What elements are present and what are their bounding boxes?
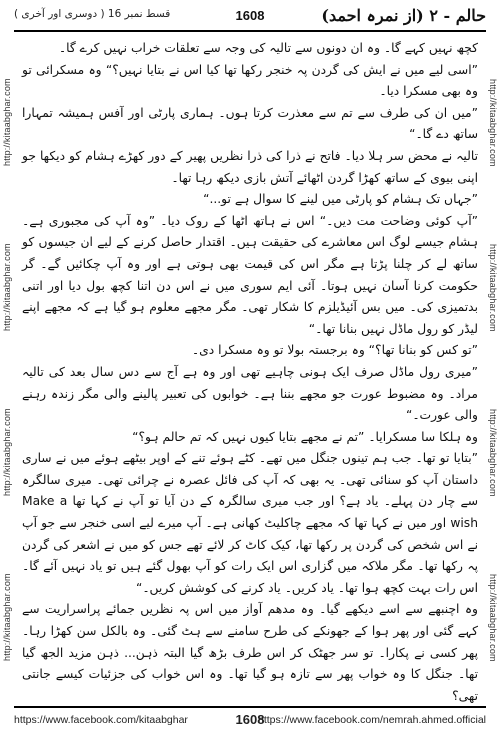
- page-number-top: 1608: [235, 8, 265, 23]
- episode-label: قسط نمبر 16 ( دوسری اور آخری ): [14, 8, 171, 20]
- paragraph: ”تو کس کو بنانا تھا؟“ وہ برجستہ بولا تو وہ مسکرا دی۔: [191, 343, 478, 358]
- side-url: http://kitaabghar.com: [2, 243, 12, 332]
- paragraph: وہ اچنبھے سے اسے دیکھے گیا۔ وہ مدھم آواز میں اس پہ نظریں جمائے پراسراریت سے کہے گئی اور پھر ہوا کے جھونکے کی طرح سامنے سے ہٹ گئی۔ وہ بالکل سن کھڑا رہا۔ پھر کسی نے پکارا۔ تو سر جھٹک کر اس طرف بڑھ گیا البتہ ذہن... ذہن مزید الجھ گیا تھا۔ جنگل کا وہ خواب پھر سے تازہ ہو گیا تھا۔ وہ اس خواب کی جزئیات کیسے جانتی تھی؟: [22, 602, 478, 703]
- story-text: [22, 38, 479, 703]
- facebook-link-nemrah[interactable]: https://www.facebook.com/nemrah.ahmed.official: [257, 714, 486, 726]
- side-url: http://kitaabghar.com: [2, 78, 12, 167]
- footer-rule: [14, 706, 486, 708]
- page-number-bottom: 1608: [235, 712, 265, 727]
- side-watermark-left: [2, 40, 16, 700]
- paragraph: ”جہاں تک ہشام کو پارٹی میں لینے کا سوال ہے تو...“: [203, 192, 478, 207]
- side-url: http://kitaabghar.com: [2, 408, 12, 497]
- paragraph: ”میں ان کی طرف سے تم سے معذرت کرتا ہوں۔ ہماری پارٹی اور آفس ہمیشہ تمہارا ساتھ دے گا۔“: [22, 105, 478, 142]
- page-header: [14, 6, 486, 30]
- paragraph: ”اسی لیے میں نے ایش کی گردن پہ خنجر رکھا تھا کیا اس نے بتایا نہیں؟“ وہ مسکرائی تو وہ بھی مسکرا دیا۔: [22, 62, 478, 99]
- paragraph: ”آپ کوئی وضاحت مت دیں۔“ اس نے ہاتھ اٹھا کے روک دیا۔ ”وہ آپ کی مجبوری ہے۔ ہشام جیسے لوگ اس معاشرے کی حقیقت ہیں۔ اقتدار حاصل کرنے کے لیے ان جیسوں کو ساتھ لے کر چلنا پڑتا ہے مگر اس کی قیمت بھی ہوتی ہے اور وہ آپ چکائیں گے۔ گر حکومت کرنا آسان نہیں ہوتا۔ آئی ایم سوری میں نے اس دن اتنا کچھ بول دیا اور اتنی بدتمیزی کی۔ میں بس آئیڈیلزم کا شکار تھی۔ مگر مجھے معلوم ہو گیا ہے کہ مجھے اپنے لیڈر کو رول ماڈل نہیں بنانا تھا۔“: [22, 213, 478, 336]
- page-footer: [14, 712, 486, 732]
- paragraph: تالیہ نے محض سر ہلا دیا۔ فاتح نے ذرا کی ذرا نظریں پھیر کے دور کھڑے ہشام کو دیکھا جو اپنی بیوی کے ساتھ کھڑا گردن اٹھائے آتش بازی دیکھ رہا تھا۔: [22, 148, 478, 185]
- side-url: http://kitaabghar.com: [488, 78, 498, 167]
- side-url: http://kitaabghar.com: [488, 573, 498, 662]
- facebook-link-kitaabghar[interactable]: https://www.facebook.com/kitaabghar: [14, 714, 188, 726]
- paragraph: ”بتایا تو تھا۔ جب ہم تینوں جنگل میں تھے۔ کٹے ہوئے تنے کے اوپر بیٹھے ہوئے میں نے ساری داستان آپ کو سنائی تھی۔ یہ بھی کہ آپ کی فائل عصرہ نے چرائی تھی۔ میری سالگرہ سے چار دن پہلے۔ یاد ہے؟ اور جب میری سالگرہ کے دن آیا تو آپ نے کہا تھا Make a wish اور میں نے کہا تھا کہ مجھے چاکلیٹ کھانی ہے۔ آپ میرے لیے اسی خنجر سے جو آپ نے اس شخص کی گردن پر رکھا تھا، کیک کاٹ کر لائے تھے جس کو میں نے اشعر کی گردن پہ رکھا تھا۔ مگر ملاکہ میں گزاری اس ایک رات کو آپ بھول گئے ہیں تو یاد نہیں آئے گا۔ اس رات بہت کچھ ہوا تھا۔ یاد کریں۔ یاد کرنے کی کوشش کریں۔“: [22, 451, 479, 595]
- side-url: http://kitaabghar.com: [488, 243, 498, 332]
- side-watermark-right: [484, 40, 498, 700]
- paragraph: وہ ہلکا سا مسکرایا۔ ”تم نے مجھے بتایا کیوں نہیں کہ تم حالم ہو؟“: [132, 429, 478, 444]
- paragraph: ”میری رول ماڈل صرف ایک ہونی چاہیے تھی اور وہ ہے آج سے دس سال بعد کی تالیہ مراد۔ وہ مضبوط عورت جو مجھے بننا ہے۔ خوابوں کی تعبیر پالینے والی مگر زندہ رہنے والی عورت۔“: [22, 364, 478, 423]
- side-url: http://kitaabghar.com: [488, 408, 498, 497]
- side-url: http://kitaabghar.com: [2, 573, 12, 662]
- paragraph: کچھ نہیں کہے گا۔ وہ ان دونوں سے تالیہ کی وجہ سے تعلقات خراب نہیں کرے گا۔: [58, 41, 478, 55]
- book-title: حالم - ۲ (از نمرہ احمد): [321, 6, 486, 25]
- header-rule: [14, 30, 486, 32]
